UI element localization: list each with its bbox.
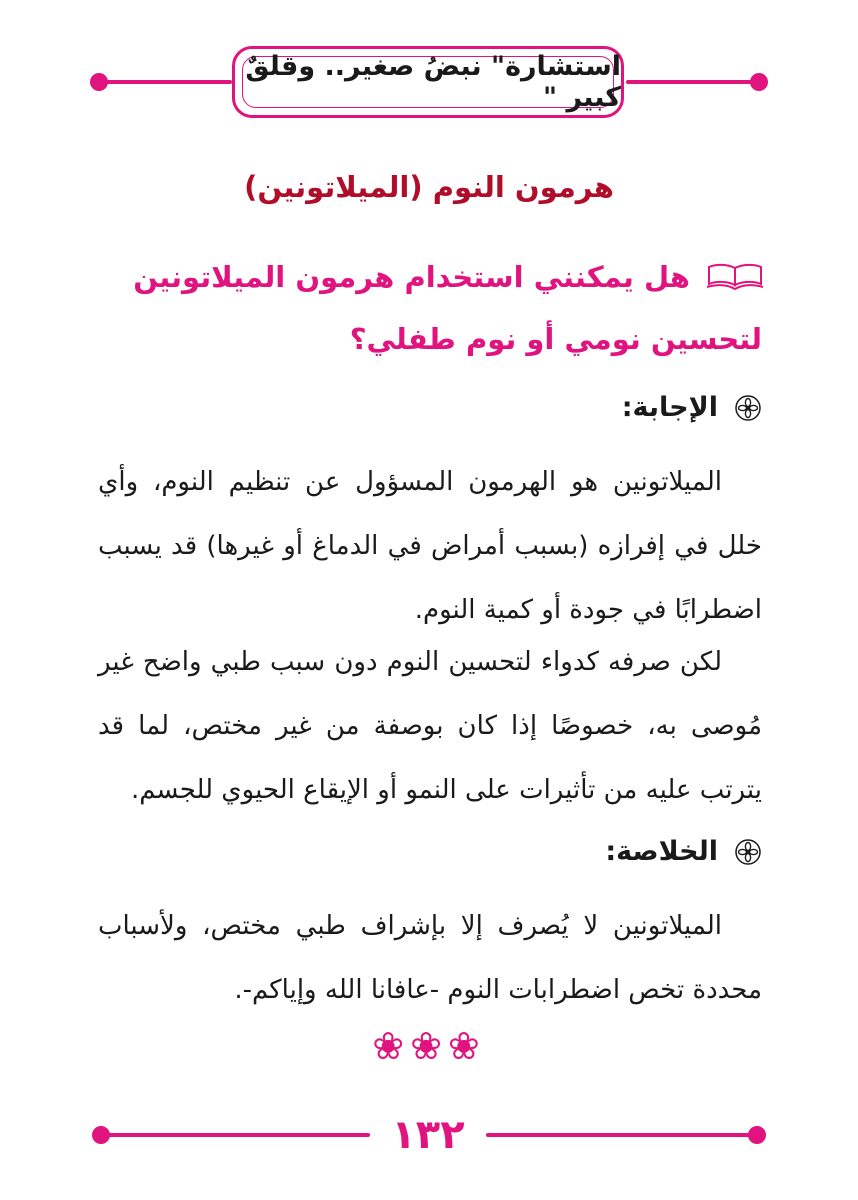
page-number: ١٣٢ <box>391 1112 465 1158</box>
answer-paragraph-2: لكن صرفه كدواء لتحسين النوم دون سبب طبي واضح غير مُوصى به، خصوصًا إذا كان بوصفة من غير مختص، لما قد يترتب عليه من تأثيرات على النمو أو الإيقاع الحيوي للجسم. <box>98 647 762 805</box>
header-rule-right <box>626 80 758 84</box>
footer-rule-right <box>486 1133 756 1137</box>
flower-icon <box>734 394 762 422</box>
footer-dot-right <box>748 1126 766 1144</box>
answer-label: الإجابة: <box>621 392 718 423</box>
chapter-title: استشارة" نبضُ صغير.. وقلقٌ كبير " <box>245 51 621 113</box>
footer-rule-left <box>100 1133 370 1137</box>
separator-flowers: ❀❀❀ <box>372 1024 486 1068</box>
answer-paragraph-1: الميلاتونين هو الهرمون المسؤول عن تنظيم النوم، وأي خلل في إفرازه (بسبب أمراض في الدماغ أو غيرها) قد يسبب اضطرابًا في جودة أو كمية النوم. <box>98 467 762 625</box>
summary-heading <box>605 836 762 867</box>
header-frame <box>232 46 624 118</box>
summary-paragraph: الميلاتونين لا يُصرف إلا بإشراف طبي مختص، ولأسباب محددة تخص اضطرابات النوم -عافانا الله وإياكم-. <box>98 911 762 1005</box>
header-rule-left <box>100 80 232 84</box>
section-title: هرمون النوم (الميلاتونين) <box>244 170 614 204</box>
flower-icon <box>734 838 762 866</box>
header-dot-right <box>750 73 768 91</box>
answer-heading <box>622 392 762 423</box>
summary-label: الخلاصة: <box>605 836 718 867</box>
question-text: هل يمكنني استخدام هرمون الميلاتونين لتحسين نومي أو نوم طفلي؟ <box>133 260 762 356</box>
